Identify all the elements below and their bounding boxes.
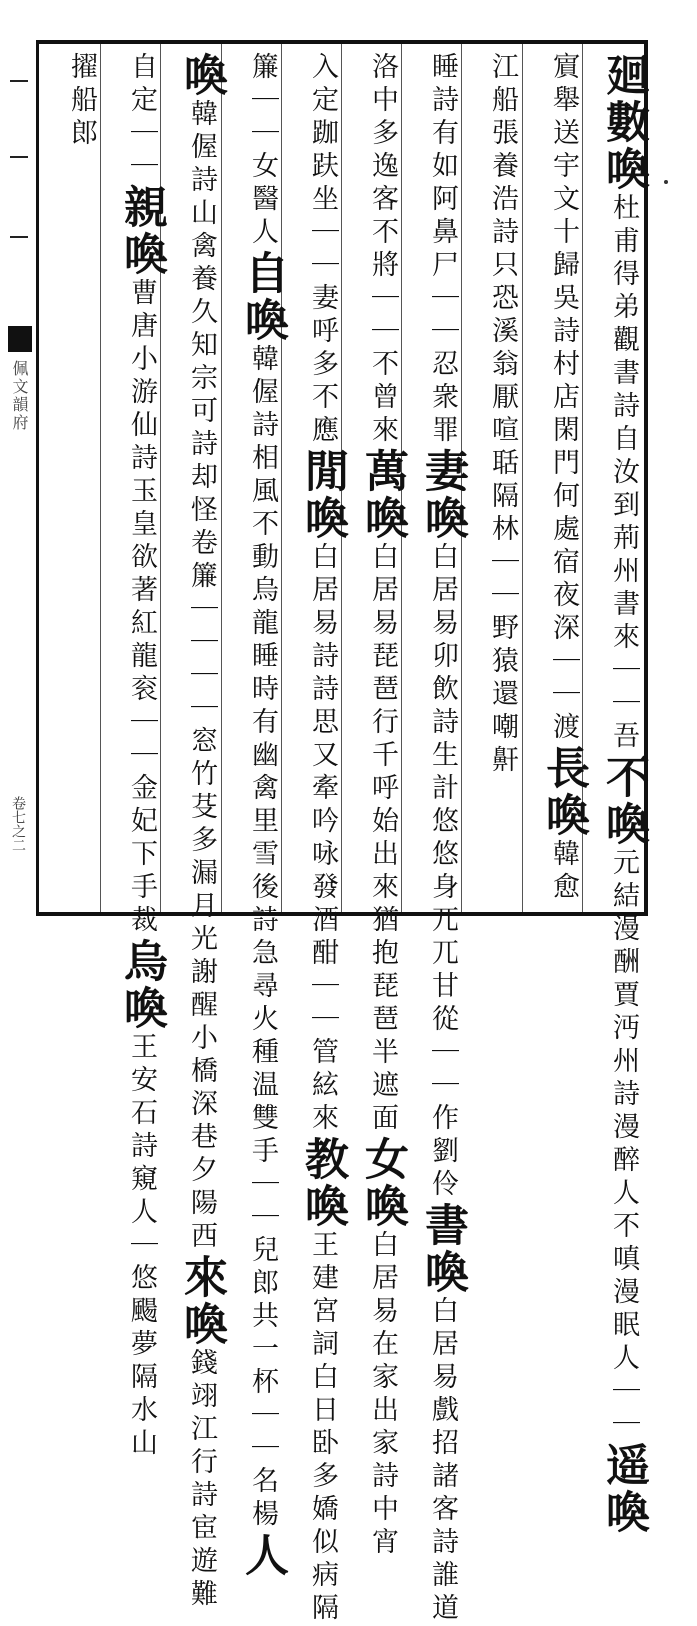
annotation-text: 白居易在家出家詩中宵 — [367, 1230, 398, 1560]
headword: 女喚 — [357, 1136, 408, 1230]
text-column — [227, 52, 288, 1579]
headword: 來喚 — [176, 1254, 227, 1348]
column-divider — [221, 44, 222, 912]
text-column — [347, 52, 408, 1560]
annotation-text: 韓愈 — [548, 839, 579, 905]
annotation-text: 睡詩有如阿鼻尸｜｜忍衆罪 — [427, 52, 458, 448]
column-divider — [100, 44, 101, 912]
headword: 不喚 — [598, 754, 649, 848]
text-column — [287, 52, 348, 1626]
annotation-text: 擢船郎 — [66, 52, 97, 151]
annotation-text: 白居易詩詩思又牽吟咏發酒酣｜｜管絃來 — [307, 542, 338, 1136]
headword: 教喚 — [297, 1136, 348, 1230]
annotation-text: 韓偓詩山禽養久知宗可詩却怪卷簾｜｜ — [186, 99, 217, 660]
text-column — [528, 52, 589, 912]
spine-mark — [10, 236, 28, 238]
spine-mark — [10, 156, 28, 158]
text-column — [166, 52, 227, 1612]
text-column — [588, 52, 649, 1536]
annotation-text: 賔舉送宇文十歸吳詩村店閑門何處宿夜深 — [548, 52, 579, 646]
spine-page-number: 卷七之二 — [10, 796, 26, 852]
frame-top-rule — [36, 40, 648, 44]
annotation-text: 白居易戲招諸客詩誰道 — [427, 1296, 458, 1626]
headword: 遥喚 — [598, 1442, 649, 1536]
text-column — [467, 52, 517, 912]
text-column — [407, 52, 468, 1626]
headword: 萬喚 — [357, 448, 408, 542]
annotation-text: 入定跏趺坐｜｜妻呼多不應 — [307, 52, 338, 448]
annotation-text: 王建宮詞白日卧多嬌似病隔 — [307, 1230, 338, 1626]
column-divider — [281, 44, 282, 912]
annotation-text: ｜｜名楊 — [247, 1400, 278, 1532]
ink-speck — [664, 180, 668, 184]
annotation-text: 元結漫酬賈沔州詩漫醉人不嗔漫眠人｜｜ — [608, 848, 639, 1442]
spine-mark — [10, 80, 28, 82]
text-column — [106, 52, 167, 1461]
annotation-text: 白居易琵琶行千呼始出來猶抱琵琶半遮面 — [367, 542, 398, 1136]
annotation-text: ｜｜窓竹芟多漏月光謝醒小橋深巷夕陽西 — [186, 660, 217, 1254]
annotation-text: 王安石詩窺人｜悠颺夢隔水山 — [126, 1032, 157, 1461]
annotation-text: 洛中多逸客不將｜｜不曾來 — [367, 52, 398, 448]
headword: 長喚 — [538, 745, 589, 839]
headword: 烏喚 — [116, 938, 167, 1032]
headword: 人 — [237, 1532, 288, 1579]
column-divider — [522, 44, 523, 912]
annotation-text: 韓偓詩相風不動烏龍睡時有幽禽里雪後詩急尋火種温雙手｜｜兒郎共一杯 — [247, 344, 278, 1400]
headword: 喚 — [176, 52, 227, 99]
spine-title: 佩文韻府 — [10, 360, 29, 432]
annotation-text: 錢翊江行詩宦遊難 — [186, 1348, 217, 1612]
annotation-text: 杜甫得弟觀書詩自汝到荊州書來｜｜吾 — [608, 193, 639, 754]
headword: 閒喚 — [297, 448, 348, 542]
headword: 親喚 — [116, 184, 167, 278]
annotation-text: 嘲鼾 — [487, 712, 518, 778]
headword: 書喚 — [417, 1202, 468, 1296]
annotation-text: 曹唐小游仙詩玉皇欲著紅龍衮｜｜金妃下手裁 — [126, 278, 157, 938]
text-column — [46, 52, 96, 912]
column-divider — [160, 44, 161, 912]
annotation-text: 白居易卯飲詩生計悠悠身兀兀甘從｜｜作劉伶 — [427, 542, 458, 1202]
headword: 自喚 — [237, 250, 288, 344]
annotation-text: 自定｜｜ — [126, 52, 157, 184]
headword: 廻數喚 — [598, 52, 649, 193]
spine-fishtail-block — [8, 326, 32, 352]
annotation-text: ｜｜渡 — [548, 646, 579, 745]
annotation-text: 江船張養浩詩只恐溪翁厭喧聒隔林｜｜野猿還 — [487, 52, 518, 712]
page-spine — [0, 36, 36, 920]
headword: 妻喚 — [417, 448, 468, 542]
frame-left-rule — [36, 40, 39, 916]
annotation-text: 簾｜｜女醫人 — [247, 52, 278, 250]
